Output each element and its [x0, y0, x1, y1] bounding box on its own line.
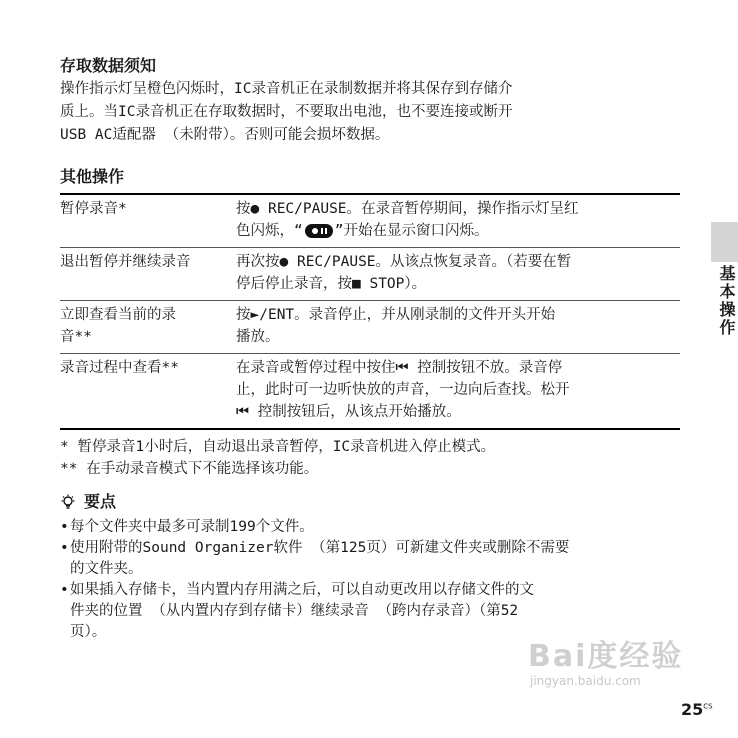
action-cell: 暂停录音* [60, 195, 236, 248]
table-row [60, 248, 680, 301]
tip-line: 件夹的位置 （从内置内存到存储卡）继续录音 （跨内存录音）（第52 [70, 603, 519, 619]
lightbulb-icon [60, 494, 76, 510]
description-line: 再次按● REC/PAUSE。从该点恢复录音。（若要在暂 [236, 254, 572, 270]
watermark-url: jingyan.baidu.com [530, 674, 641, 688]
description-line: 按►/ENT。录音停止，并从刚录制的文件开头开始 [236, 307, 556, 323]
description-cell [236, 195, 680, 248]
bullet-icon: • [60, 540, 69, 556]
description-text: ”开始在显示窗口闪烁。 [334, 223, 489, 239]
description-line [236, 220, 680, 242]
watermark-logo: Bai度经验 [528, 639, 684, 674]
footnote: * 暂停录音1小时后，自动退出录音暂停，IC录音机进入停止模式。 [60, 439, 496, 455]
page-content [60, 54, 680, 643]
tips-list [60, 517, 680, 643]
footnotes [60, 436, 680, 480]
side-tab-label: 基本操作 [717, 265, 736, 337]
description-text: 色闪烁，“ [236, 223, 303, 239]
tip-line: 的文件夹。 [70, 561, 143, 577]
tip-line: 每个文件夹中最多可录制199个文件。 [70, 519, 314, 535]
operations-table [60, 193, 680, 430]
list-item [60, 517, 680, 538]
page-number-suffix: CS [703, 702, 713, 711]
list-item [60, 580, 680, 643]
paragraph-line: 操作指示灯呈橙色闪烁时，IC录音机正在录制数据并将其保存到存储介 [60, 81, 513, 97]
description-cell [236, 354, 680, 430]
bullet-icon: • [60, 582, 69, 598]
action-line: 音** [60, 329, 92, 345]
footnote: ** 在手动录音模式下不能选择该功能。 [60, 461, 319, 477]
paragraph-line: 质上。当IC录音机正在存取数据时，不要取出电池，也不要连接或断开 [60, 104, 513, 120]
table-row [60, 301, 680, 354]
section-title-data-access: 存取数据须知 [60, 56, 157, 75]
description-line: 按● REC/PAUSE。在录音暂停期间，操作指示灯呈红 [236, 201, 579, 217]
table-row [60, 354, 680, 430]
recording-pause-indicator-icon [305, 224, 333, 238]
list-item [60, 538, 680, 580]
tip-line: 页）。 [70, 624, 107, 640]
side-tab-marker [711, 222, 738, 262]
tip-line: 使用附带的Sound Organizer软件 （第125页）可新建文件夹或删除不需要 [70, 540, 570, 556]
page-number [681, 700, 713, 719]
description-line: 停后停止录音，按■ STOP）。 [236, 276, 427, 292]
tips-heading [60, 490, 680, 514]
description-cell [236, 248, 680, 301]
watermark [528, 640, 698, 688]
action-cell: 退出暂停并继续录音 [60, 248, 236, 301]
section-title-other-operations: 其他操作 [60, 167, 125, 186]
description-line: 播放。 [236, 329, 280, 345]
bullet-icon: • [60, 519, 69, 535]
description-line: 在录音或暂停过程中按住⏮ 控制按钮不放。录音停 [236, 360, 563, 376]
data-access-paragraph [60, 78, 680, 147]
page-number-value: 25 [681, 700, 704, 719]
paragraph-line: USB AC适配器 （未附带）。否则可能会损坏数据。 [60, 127, 390, 143]
tip-line: 如果插入存储卡，当内置内存用满之后，可以自动更改用以存储文件的文 [70, 582, 534, 598]
description-line: 止，此时可一边听快放的声音，一边向后查找。松开 [236, 382, 570, 398]
description-line: ⏮ 控制按钮后，从该点开始播放。 [236, 404, 461, 420]
action-cell: 录音过程中查看** [60, 354, 236, 430]
action-cell [60, 301, 236, 354]
tips-title: 要点 [84, 492, 117, 511]
description-cell [236, 301, 680, 354]
action-line: 立即查看当前的录 [60, 307, 176, 323]
table-row [60, 195, 680, 248]
